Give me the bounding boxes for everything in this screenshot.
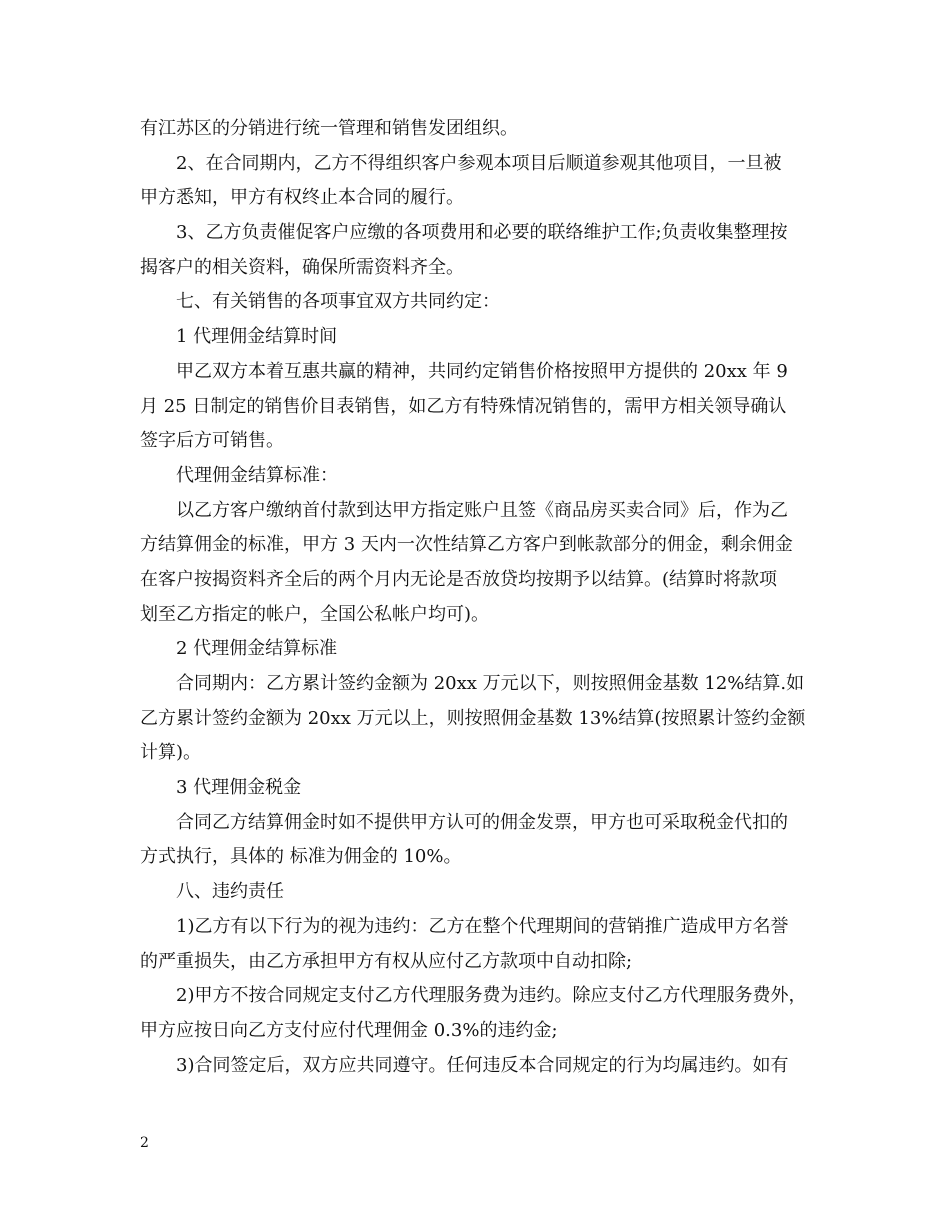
text-line: 方结算佣金的标准，甲方 3 天内一次性结算乙方客户到帐款部分的佣金，剩余佣金 [140,534,793,556]
text-line: 3、乙方负责催促客户应缴的各项费用和必要的联络维护工作;负责收集整理按 [176,222,788,244]
text-line: 甲乙双方本着互惠共赢的精神，共同约定销售价格按照甲方提供的 20xx 年 9 [176,360,788,382]
text-line: 揭客户的相关资料，确保所需资料齐全。 [140,256,464,278]
page-number: 2 [140,1135,149,1151]
subsection-heading: 3 代理佣金税金 [176,777,302,799]
subsection-heading: 2 代理佣金结算标准 [176,638,338,660]
text-line: 1)乙方有以下行为的视为违约：乙方在整个代理期间的营销推广造成甲方名誉 [176,915,789,937]
section-heading: 七、有关销售的各项事宜双方共同约定： [176,291,500,313]
text-line: 2、在合同期内，乙方不得组织客户参观本项目后顺道参观其他项目，一旦被 [176,152,782,174]
text-line: 月 25 日制定的销售价目表销售，如乙方有特殊情况销售的，需甲方相关领导确认 [140,395,787,417]
text-line: 甲方应按日向乙方支付应付代理佣金 0.3%的违约金; [140,1019,558,1041]
text-line: 以乙方客户缴纳首付款到达甲方指定账户且签《商品房买卖合同》后，作为乙 [176,499,788,521]
text-line: 的严重损失，由乙方承担甲方有权从应付乙方款项中自动扣除; [140,950,633,972]
text-line: 划至乙方指定的帐户，全国公私帐户均可)。 [140,603,490,625]
text-line: 合同期内：乙方累计签约金额为 20xx 万元以下，则按照佣金基数 12%结算.如 [176,673,805,694]
text-line: 合同乙方结算佣金时如不提供甲方认可的佣金发票，甲方也可采取税金代扣的 [176,811,788,833]
section-heading: 八、违约责任 [176,881,284,903]
text-line: 计算)。 [140,742,202,764]
text-line: 方式执行，具体的 标准为佣金的 10%。 [140,846,462,868]
text-line: 乙方累计签约金额为 20xx 万元以上，则按照佣金基数 13%结算(按照累计签约金额 [140,707,806,729]
text-line: 有江苏区的分销进行统一管理和销售发团组织。 [140,118,518,139]
text-line: 在客户按揭资料齐全后的两个月内无论是否放贷均按期予以结算。(结算时将款项 [140,568,778,590]
text-line: 签字后方可销售。 [140,430,284,452]
text-line: 3)合同签定后，双方应共同遵守。任何违反本合同规定的行为均属违约。如有 [176,1054,789,1076]
text-line: 2)甲方不按合同规定支付乙方代理服务费为违约。除应支付乙方代理服务费外， [176,985,807,1007]
document-body [140,112,820,1083]
subsection-heading: 1 代理佣金结算时间 [176,326,338,348]
text-line: 甲方悉知，甲方有权终止本合同的履行。 [140,187,464,209]
subsection-heading: 代理佣金结算标准： [176,464,338,486]
